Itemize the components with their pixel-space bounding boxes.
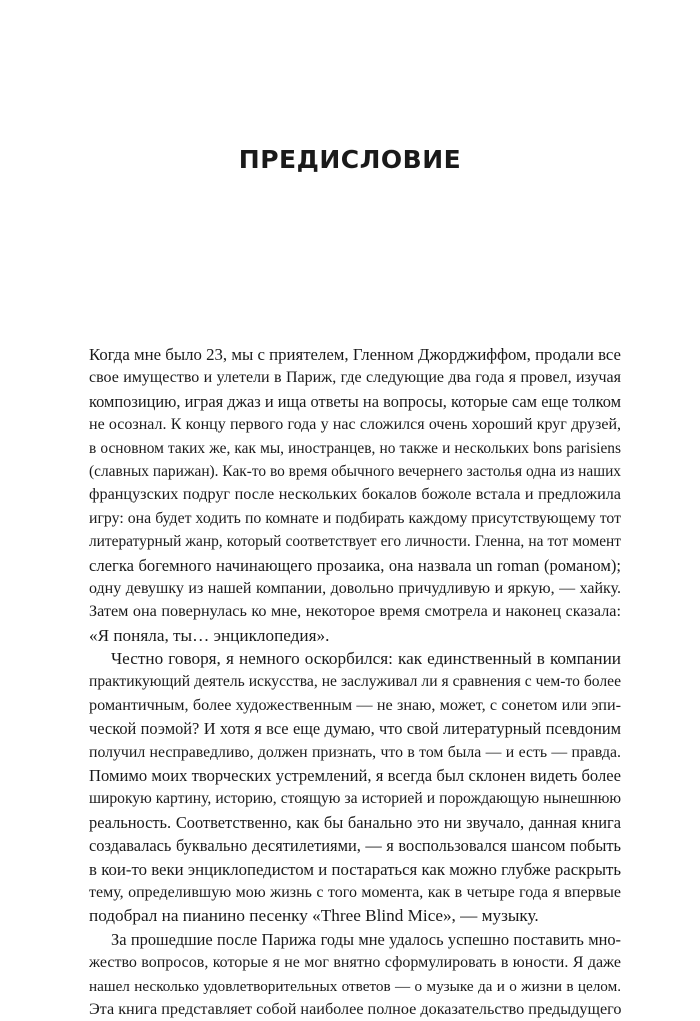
text-line: подобрал на пианино песенку «Three Blind Mice», — музыку. xyxy=(89,906,539,926)
text-line: тему, определившую мою жизнь с того момента, как в четыре года я впервые xyxy=(89,883,621,901)
text-line: получил несправедливо, должен признать, что в том была — и есть — правда. xyxy=(89,743,621,761)
text-line: нашел несколько удовлетворительных ответов — о музыке да и о жизни в целом. xyxy=(89,977,621,995)
text-line: литературный жанр, который соответствует его личности. Гленна, на тот момент xyxy=(89,533,621,551)
text-line: реальность. Соответственно, как бы банально это ни звучало, данная книга xyxy=(89,812,621,832)
text-line: создавалась буквально десятилетиями, — я воспользовался шансом побыть xyxy=(89,836,621,856)
text-line: практикующий деятель искусства, не заслуживал ли я сравнения с чем-то более xyxy=(89,673,621,691)
body-text xyxy=(89,343,621,1021)
text-line: романтичным, более художественным — не знаю, может, с сонетом или эпи- xyxy=(89,695,621,714)
text-line: Честно говоря, я немного оскорбился: как единственный в компании xyxy=(111,649,621,669)
text-line: одну девушку из нашей компании, довольно причудливую и яркую, — хайку. xyxy=(89,579,621,597)
chapter-title: ПРЕДИСЛОВИЕ xyxy=(238,145,462,174)
text-line: игру: она будет ходить по комнате и подбирать каждому присутствующему тот xyxy=(89,509,621,527)
text-line: не осознал. К концу первого года у нас сложился очень хороший круг друзей, xyxy=(89,416,621,434)
text-line: свое имущество и улетели в Париж, где следующие два года я провел, изучая xyxy=(89,369,621,387)
text-line: (славных парижан). Как-то во время обычного вечернего застолья одна из наших xyxy=(89,462,621,480)
text-line: Затем она повернулась ко мне, некоторое время смотрела и наконец сказала: xyxy=(89,602,621,621)
text-line: ческой поэмой? И хотя я все еще думаю, что свой литературный псевдоним xyxy=(89,719,621,739)
text-line: в кои-то веки энциклопедистом и постараться как можно глубже раскрыть xyxy=(89,859,621,879)
text-line: За прошедшие после Парижа годы мне удалось успешно поставить мно- xyxy=(111,929,621,949)
text-line: Эта книга представляет собой наиболее полное доказательство предыдущего xyxy=(89,999,622,1018)
text-line: широкую картину, историю, стоящую за историей и порождающую нынешнюю xyxy=(89,790,621,808)
text-line: в основном таких же, как мы, иностранцев, но также и нескольких bons parisiens xyxy=(89,439,621,457)
text-line: жество вопросов, которые я не мог внятно сформулировать в юности. Я даже xyxy=(89,954,621,972)
text-line: «Я поняла, ты… энциклопедия». xyxy=(89,625,330,645)
text-line: Когда мне было 23, мы с приятелем, Гленном Джорджиффом, продали все xyxy=(89,345,621,364)
text-line: Помимо моих творческих устремлений, я всегда был склонен видеть более xyxy=(89,766,621,786)
text-line: французских подруг после нескольких бокалов божоле встала и предложила xyxy=(89,485,621,504)
text-line: композицию, играя джаз и ища ответы на вопросы, которые сам еще толком xyxy=(89,391,621,411)
text-line: слегка богемного начинающего прозаика, она назвала un roman (романом); xyxy=(89,555,621,575)
